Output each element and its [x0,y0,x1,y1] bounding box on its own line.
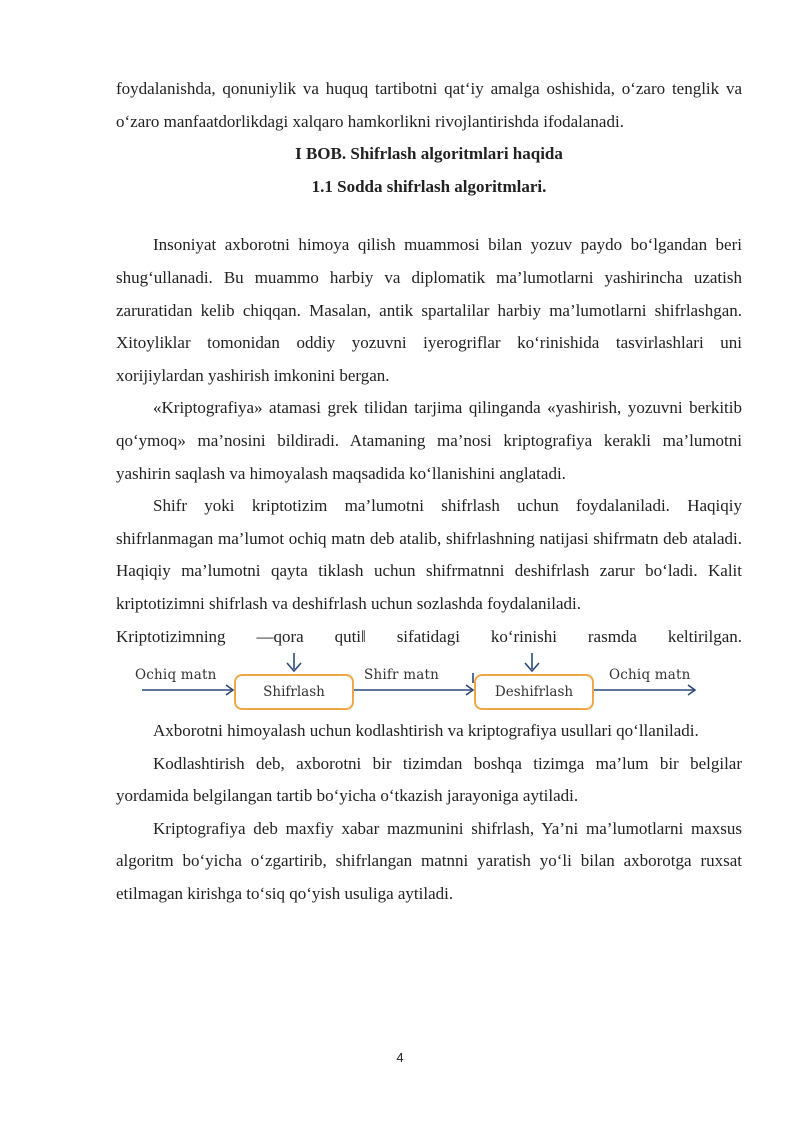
paragraph-cipher: Shifr yoki kriptotizim ma’lumotni shifrlash uchun foydalaniladi. Haqiqiy shifrlanmagan ma’lumot ochiq matn deb atalib, shifrlashning natijasi shifrmatn deb ataladi. Haqiqiy ma’lumotni qayta tiklash uchun shifrmatnni deshifrlash zarur bo‘ladi. Kalit kriptotizimni shifrlash va deshifrlash uchun sozlashda foydalaniladi. [116,496,742,613]
paragraph-encoding: Kodlashtirish deb, axborotni bir tizimdan boshqa tizimga ma’lum bir belgilar yordamida belgilangan tartib bo‘yicha o‘tkazish jarayoniga aytiladi. [116,753,742,806]
page-number: 4 [396,1050,404,1065]
paragraph-history: Insoniyat axborotni himoya qilish muammosi bilan yozuv paydo bo‘lgandan beri shug‘ullanadi. Bu muammo harbiy va diplomatik ma’lumotlarni yashirincha uzatish zaruratidan kelib chiqqan. Masalan, antik spartalilar harbiy ma’lumotlarni shifrlashgan. Xitoyliklar tomonidan oddiy yozuvni iyerogriflar ko‘rinishida tasvirlashlari uni xorijiylardan yashirish imkonini bergan. [116,235,742,385]
cipher-text-label: Shifr matn [364,667,439,684]
paragraph-continuation: foydalanishda, qonuniylik va huquq tartibotni qat‘iy amalga oshishida, o‘zaro tenglik va o‘zaro manfaatdorlikdagi xalqaro hamkorlikni rivojlantirishda ifodalanadi. [116,79,742,131]
output-label: Ochiq matn [609,667,691,684]
paragraph-blackbox: Kriptotizimning ―qora quti‖ sifatidagi ko‘rinishi rasmda keltirilgan. [116,626,742,646]
paragraph-methods: Axborotni himoyalash uchun kodlashtirish va kriptografiya usullari qo‘llaniladi. [153,721,699,741]
paragraph-term: «Kriptografiya» atamasi grek tilidan tarjima qilinganda «yashirish, yozuvni berkitib qo‘ymoq» ma’nosini bildiradi. Atamaning ma’nosi kriptografiya kerakli ma’lumotni yashirin saqlash va himoyalash maqsadida ko‘llanishini anglatadi. [116,398,742,483]
paragraph-cryptography: Kriptografiya deb maxfiy xabar mazmunini shifrlash, Ya’ni ma’lumotlarni maxsus algoritm bo‘yicha o‘zgartirib, shifrlangan matnni yaratish yo‘li bilan axborotga ruxsat etilmagan kirishga to‘siq qo‘yish usuliga aytiladi. [116,818,742,904]
decrypt-box: Deshifrlash [474,674,594,710]
cryptosystem-diagram [116,653,742,715]
diagram-arrows [116,653,742,715]
body-text [116,73,742,911]
input-label: Ochiq matn [135,667,217,684]
chapter-heading: I BOB. Shifrlash algoritmlari haqida [295,144,563,164]
section-heading: 1.1 Sodda shifrlash algoritmlari. [311,176,547,196]
encrypt-box: Shifrlash [234,674,354,710]
